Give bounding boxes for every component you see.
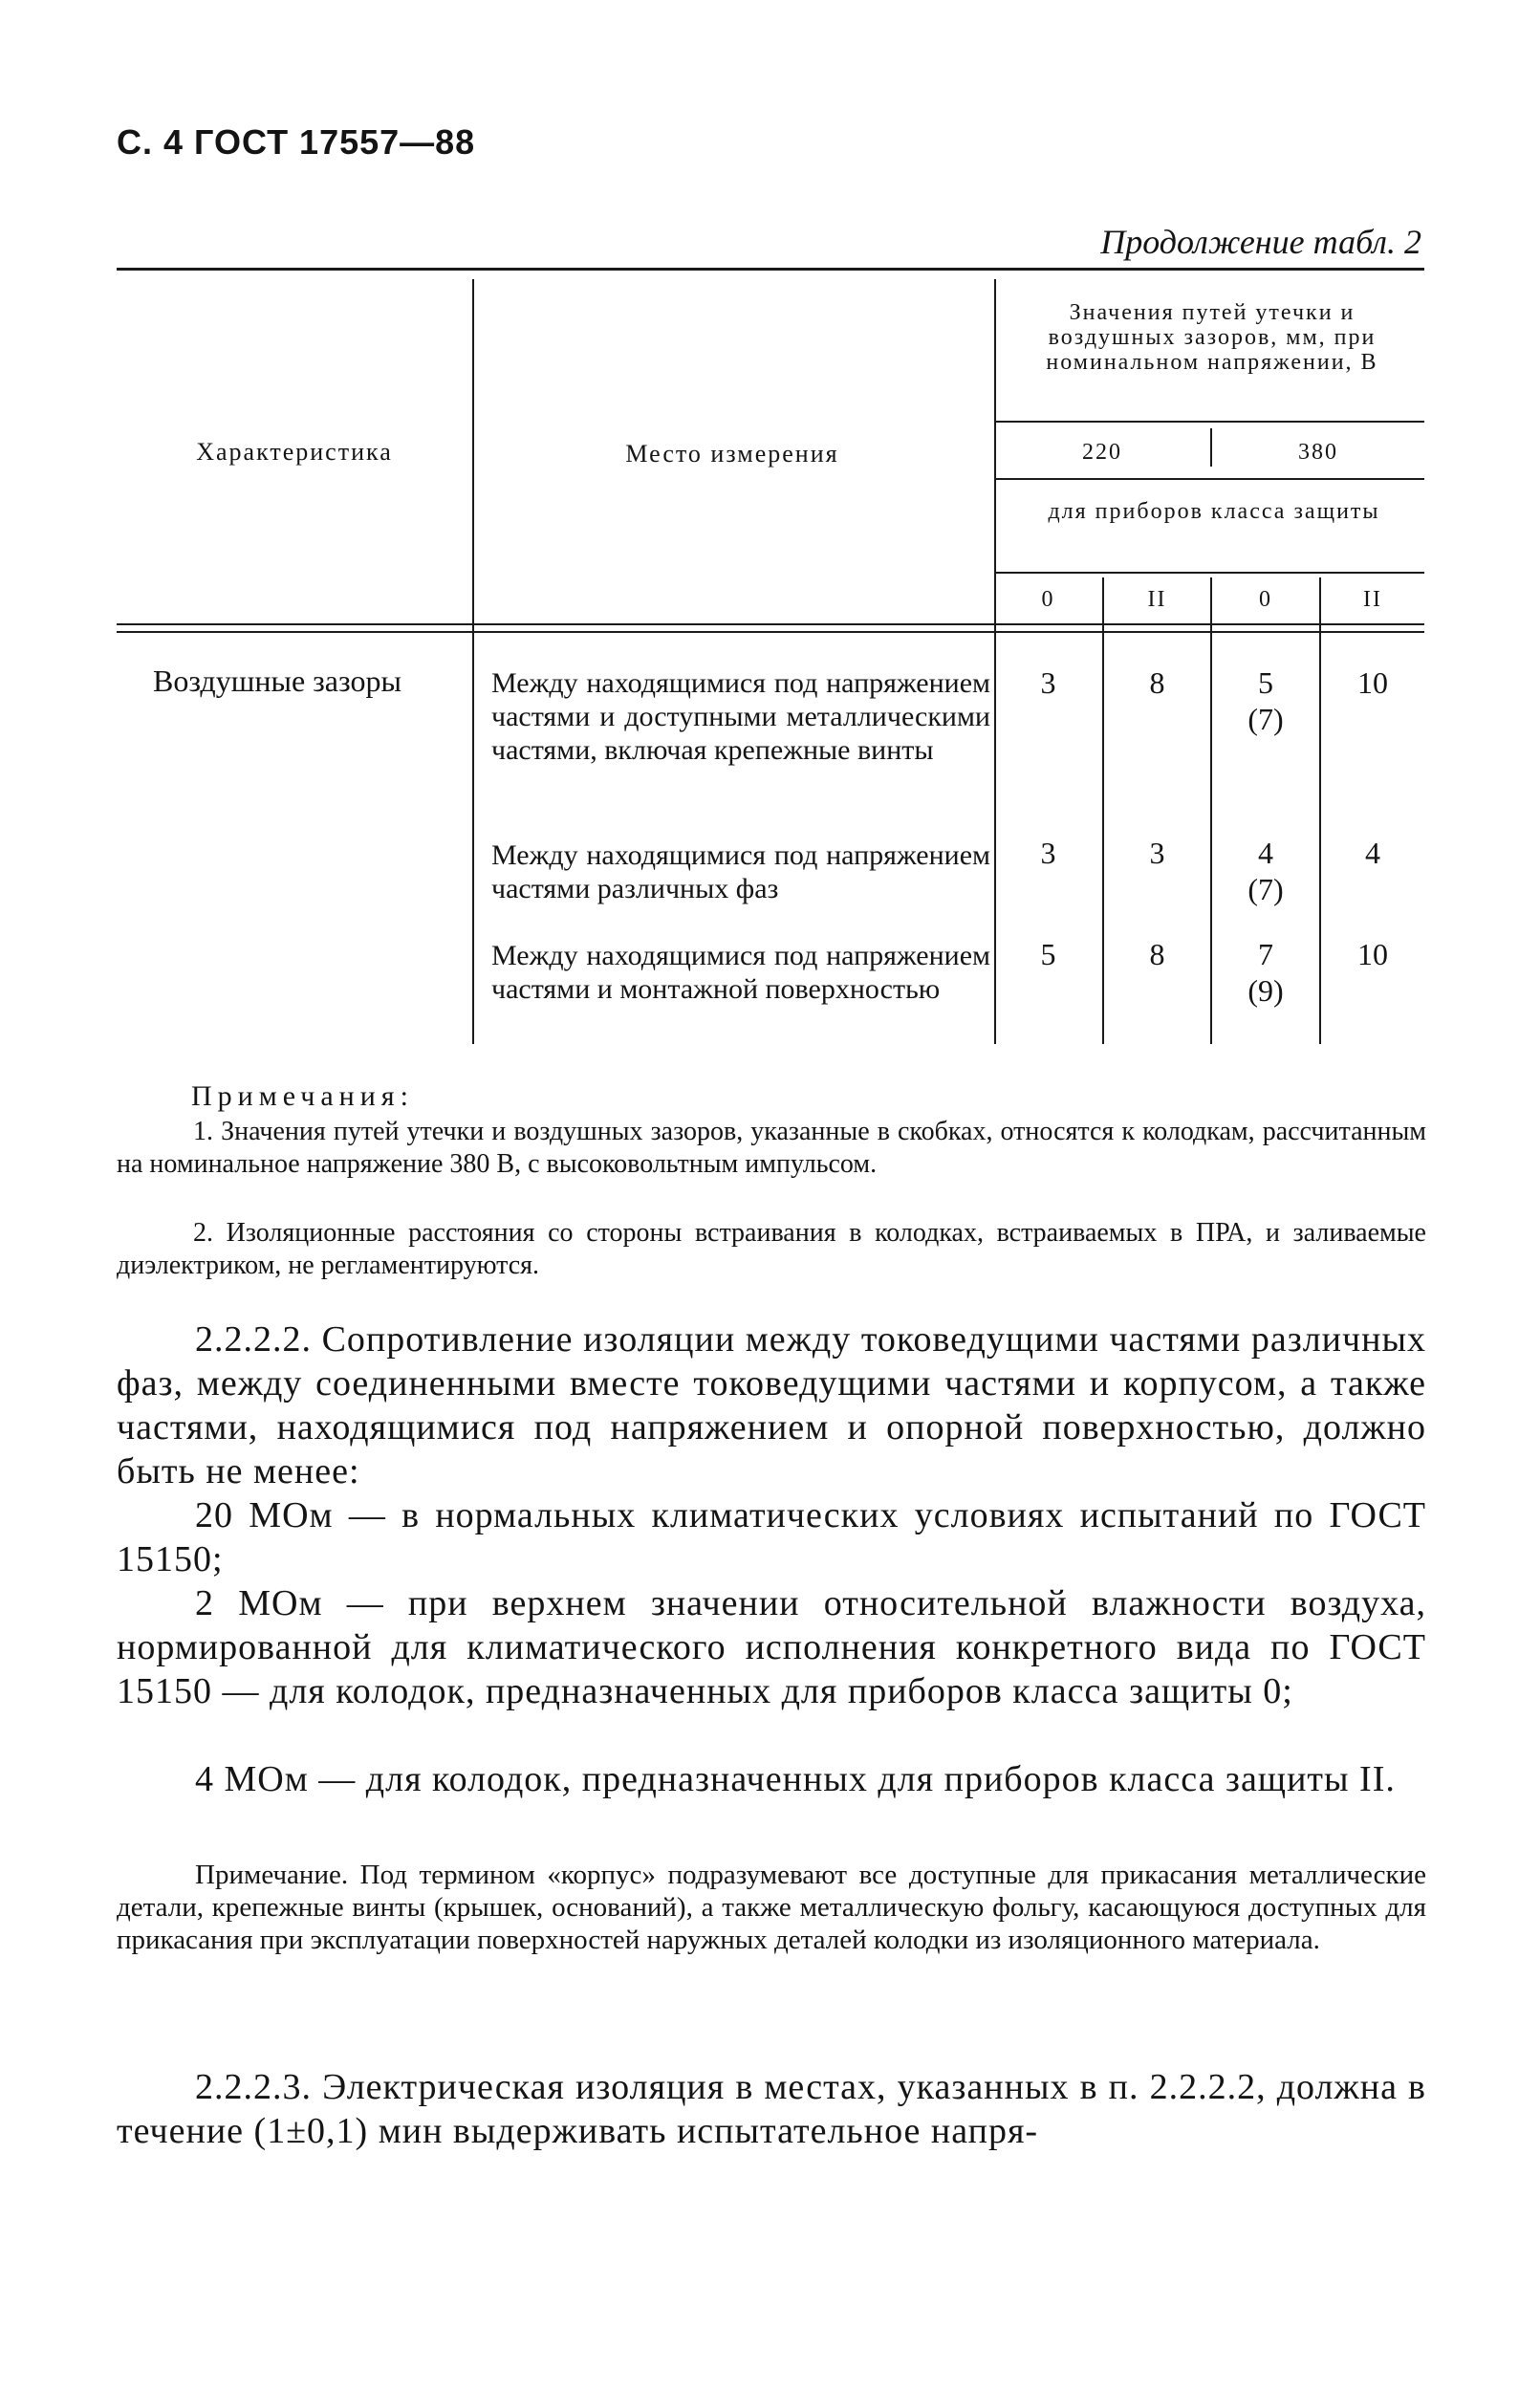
table-row-2-380-0: 4 xyxy=(1258,836,1273,870)
table-row-1-220-0: 3 xyxy=(1040,665,1056,700)
table-continuation-label: Продолжение табл. 2 xyxy=(1100,223,1421,261)
table-row-1-place: Между находящимися под напряжением частями и доступными металлическими частями, включая крепежные винты xyxy=(491,667,990,766)
col-header-class-II: II xyxy=(1147,587,1167,612)
col-header-class-0: 0 xyxy=(1041,587,1055,612)
table-top-rule xyxy=(117,268,1424,271)
table-row-3-380-0-alt: (9) xyxy=(1247,973,1284,1008)
section-2222-item-3: 4 МОм — для колодок, предназначенных для приборов класса защиты II. xyxy=(195,1759,1396,1799)
table-row-1-380-0-alt: (7) xyxy=(1247,702,1284,736)
section-2222-item-2: 2 МОм — при верхнем значении относительной влажности воздуха, нормированной для климатического исполнения конкретного вида по ГОСТ 15150 — для колодок, предназначенных для приборов класса защиты 0; xyxy=(117,1583,1426,1711)
col-header-class-group: для приборов класса защиты xyxy=(1048,499,1380,524)
col-header-class-0-380: 0 xyxy=(1259,587,1272,612)
col-header-220: 220 xyxy=(1082,440,1122,465)
header-bottom-rule-2 xyxy=(117,631,1424,633)
class-group-rule xyxy=(994,572,1424,574)
table-row-1-380-0: 5 xyxy=(1258,665,1273,700)
header-bottom-rule xyxy=(117,623,1424,625)
section-2222-intro: 2.2.2.2. Сопротивление изоляции между токоведущими частями различных фаз, между соединенными вместе токоведущими частями и корпусом, а также частями, находящимися под напряжением и опорной поверхностью, должно быть не менее: xyxy=(117,1319,1426,1491)
table-row-1-380-II: 10 xyxy=(1357,665,1388,700)
col-header-place: Место измерения xyxy=(625,440,839,468)
voltage-row-rule xyxy=(994,478,1424,480)
notes-title: Примечания: xyxy=(191,1080,414,1112)
note-1: 1. Значения путей утечки и воздушных зазоров, указанные в скобках, относятся к колодкам, рассчитанным на номинальное напряжение 380 В, с высоковольтным импульсом. xyxy=(117,1117,1426,1179)
table-row-3-place: Между находящимися под напряжением частями и монтажной поверхностью xyxy=(491,940,990,1005)
table-row-1-220-II: 8 xyxy=(1149,665,1165,700)
col-divider-2 xyxy=(994,279,996,1044)
note-2: 2. Изоляционные расстояния со стороны встраивания в колодках, встраиваемых в ПРА, и заливаемые диэлектриком, не регламентируются. xyxy=(117,1218,1426,1280)
col-header-values-group: Значения путей утечки и воздушных зазоров, мм, при номинальном напряжении, В xyxy=(1046,300,1378,375)
table-row-3-220-0: 5 xyxy=(1040,937,1056,971)
section-2222-item-1: 20 МОм — в нормальных климатических условиях испытаний по ГОСТ 15150; xyxy=(117,1495,1426,1579)
note-korpus: Примечание. Под термином «корпус» подразумевают все доступные для прикасания металлические детали, крепежные винты (крышек, оснований), а также металлическую фольгу, касающуюся доступных для прикасания при эксплуатации поверхностей наружных деталей колодки из изоляционного материала. xyxy=(117,1860,1426,1955)
table-row-3-380-0: 7 xyxy=(1258,937,1273,971)
table-row-2-380-0-alt: (7) xyxy=(1247,872,1284,906)
col-header-class-II-380: II xyxy=(1363,587,1382,612)
table-row-2-place: Между находящимися под напряжением частями различных фаз xyxy=(491,839,990,904)
class-divider-3 xyxy=(1319,577,1321,1044)
page-header: С. 4 ГОСТ 17557—88 xyxy=(117,122,476,162)
table-row-2-220-II: 3 xyxy=(1149,836,1165,870)
col-divider-1 xyxy=(472,279,474,1044)
class-divider-1 xyxy=(1102,577,1104,1044)
table-row-3-380-II: 10 xyxy=(1357,937,1388,971)
col-header-380: 380 xyxy=(1298,440,1338,465)
values-group-rule xyxy=(994,421,1424,423)
cell-characteristic: Воздушные зазоры xyxy=(153,664,401,698)
table-row-2-380-II: 4 xyxy=(1365,836,1380,870)
table-row-2-220-0: 3 xyxy=(1040,836,1056,870)
col-header-characteristic: Характеристика xyxy=(196,438,393,466)
section-2223: 2.2.2.3. Электрическая изоляция в местах, указанных в п. 2.2.2.2, должна в течение (1±0,1) мин выдерживать испытательное напря- xyxy=(117,2067,1426,2151)
table-row-3-220-II: 8 xyxy=(1149,937,1165,971)
